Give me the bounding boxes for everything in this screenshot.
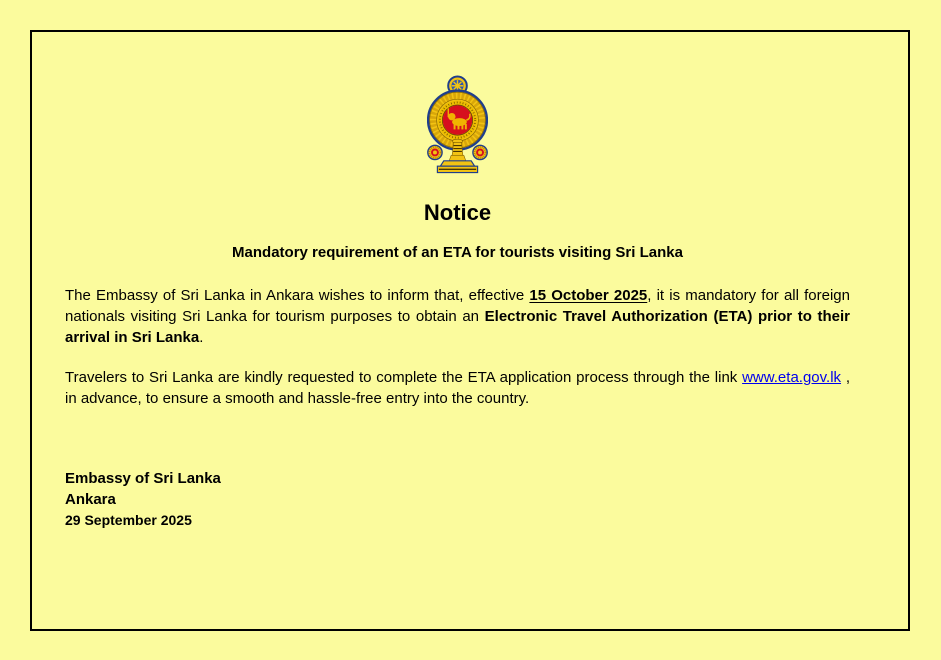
p1-text-middle: , it is mandatory for all foreign nationals visiting Sri Lanka for tourism purposes to obtain an (65, 287, 850, 325)
eta-requirement-emphasis: Electronic Travel Authorization (ETA) prior to their arrival in Sri Lanka (65, 308, 850, 346)
effective-date-emphasis: 15 October 2025 (529, 287, 648, 304)
p2-text-intro: Travelers to Sri Lanka are kindly requested to complete the ETA application process through the link (65, 369, 743, 386)
paragraph-eta-application (65, 367, 850, 409)
notice-content (65, 75, 850, 531)
signature-city: Ankara (65, 491, 116, 508)
sri-lanka-emblem-icon (427, 75, 488, 175)
signature-organization: Embassy of Sri Lanka (65, 470, 221, 487)
emblem-base (437, 161, 477, 173)
p2-text-rest: , in advance, to ensure a smooth and hassle-free entry into the country. (65, 369, 850, 407)
signature-block (65, 468, 850, 531)
p1-text-period: . (199, 329, 204, 346)
notice-subtitle: Mandatory requirement of an ETA for tourists visiting Sri Lanka (232, 244, 683, 261)
paragraph-eta-requirement (65, 285, 850, 348)
emblem-sun (428, 145, 442, 159)
eta-website-link[interactable]: www.eta.gov.lk (742, 369, 842, 386)
notice-document (30, 30, 910, 631)
emblem-moon (473, 145, 487, 159)
signature-date: 29 September 2025 (65, 512, 192, 528)
p1-text-intro: The Embassy of Sri Lanka in Ankara wishes to inform that, effective (65, 287, 530, 304)
notice-title: Notice (423, 200, 492, 225)
emblem-container (65, 75, 850, 175)
